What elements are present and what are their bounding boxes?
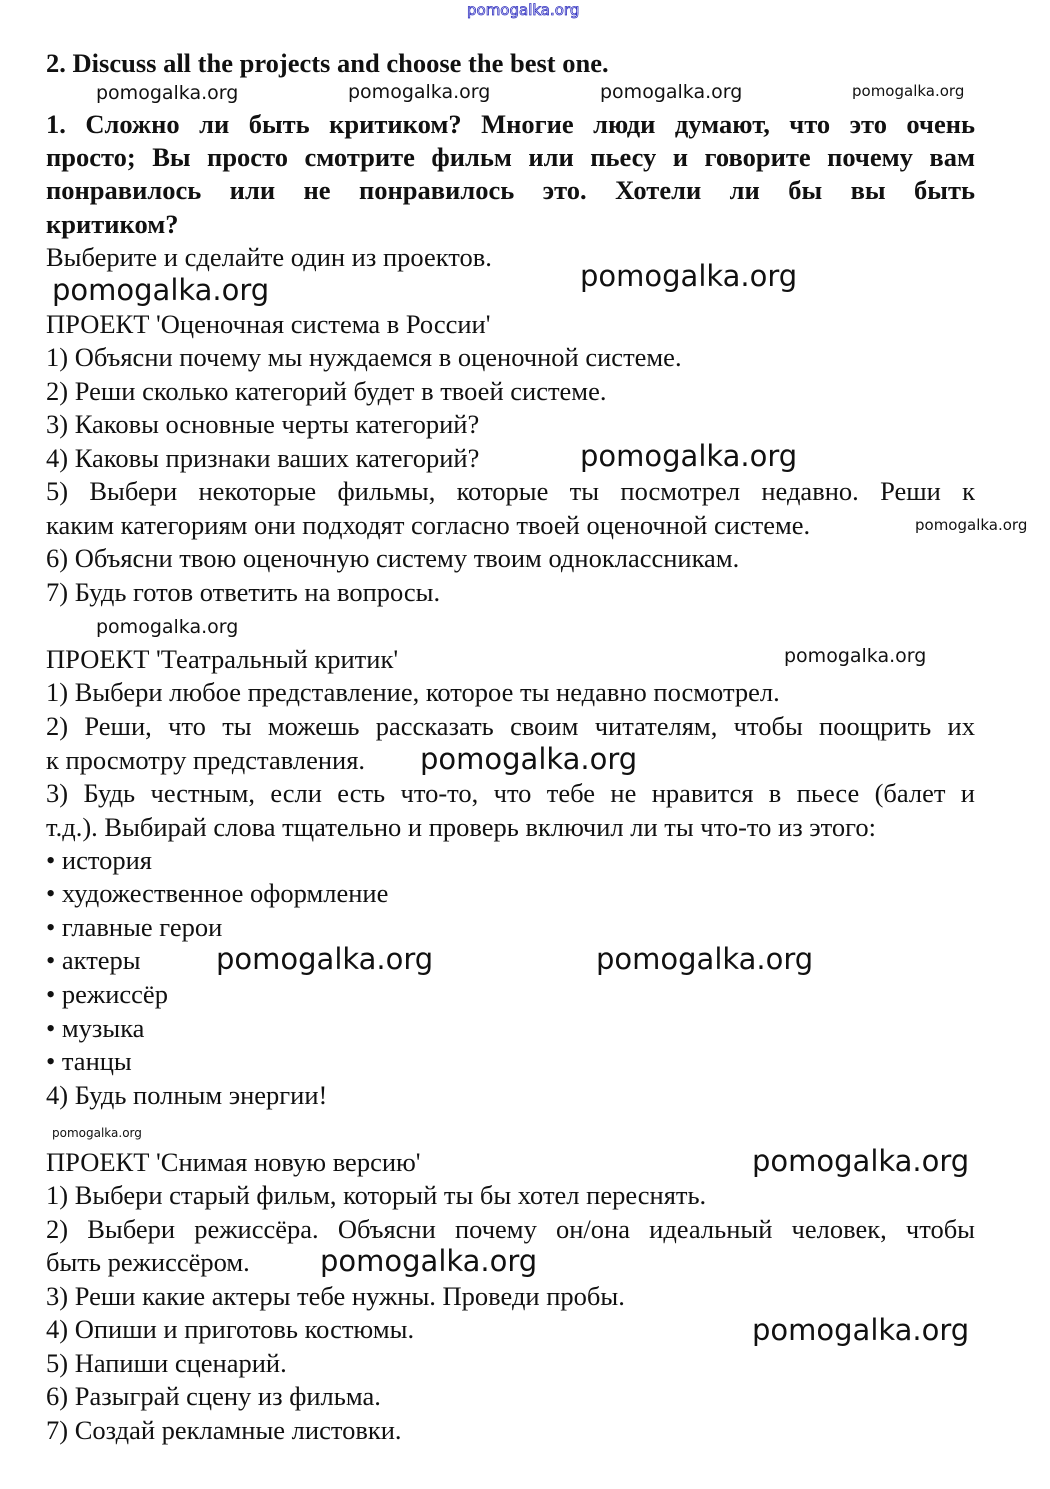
bullet-item: • актеры bbox=[46, 945, 141, 975]
watermark: pomogalka.org bbox=[52, 1126, 142, 1140]
project3-line: 6) Разыграй сцену из фильма. bbox=[46, 1381, 381, 1411]
project3-line: 7) Создай рекламные листовки. bbox=[46, 1415, 402, 1445]
watermark: pomogalka.org bbox=[580, 439, 798, 473]
project1-line: 2) Реши сколько категорий будет в твоей системе. bbox=[46, 376, 607, 406]
project3-line: 2) Выбери режиссёра. Объясни почему он/она идеальный человек, чтобы bbox=[46, 1214, 975, 1244]
watermark: pomogalka.org bbox=[320, 1244, 538, 1278]
bullet-item: • история bbox=[46, 845, 152, 875]
bullet-item: • музыка bbox=[46, 1013, 145, 1043]
project1-line: 3) Каковы основные черты категорий? bbox=[46, 409, 480, 439]
watermark: pomogalka.org bbox=[96, 616, 239, 638]
project3-title: ПРОЕКТ 'Снимая новую версию' bbox=[46, 1147, 421, 1177]
project3-line: 3) Реши какие актеры тебе нужны. Проведи пробы. bbox=[46, 1281, 625, 1311]
watermark: pomogalka.org bbox=[752, 1144, 970, 1178]
watermark: pomogalka.org bbox=[420, 742, 638, 776]
project1-line: каким категориям они подходят согласно твоей оценочной системе. bbox=[46, 510, 811, 540]
intro-line: критиком? bbox=[46, 209, 179, 239]
project3-line: быть режиссёром. bbox=[46, 1247, 250, 1277]
intro-line: просто; Вы просто смотрите фильм или пьесу и говорите почему вам bbox=[46, 142, 975, 172]
project1-line: 7) Будь готов ответить на вопросы. bbox=[46, 577, 441, 607]
project2-line: 1) Выбери любое представление, которое ты недавно посмотрел. bbox=[46, 677, 780, 707]
watermark: pomogalka.org bbox=[52, 273, 270, 307]
watermark: pomogalka.org bbox=[600, 81, 743, 103]
project3-line: 5) Напиши сценарий. bbox=[46, 1348, 287, 1378]
choose-text: Выберите и сделайте один из проектов. bbox=[46, 242, 492, 272]
watermark: pomogalka.org bbox=[852, 82, 965, 100]
watermark: pomogalka.org bbox=[596, 942, 814, 976]
project2-line: 4) Будь полным энергии! bbox=[46, 1080, 328, 1110]
project2-line: к просмотру представления. bbox=[46, 745, 366, 775]
project2-line: т.д.). Выбирай слова тщательно и проверь включил ли ты что-то из этого: bbox=[46, 812, 876, 842]
watermark: pomogalka.org bbox=[96, 82, 239, 104]
intro-line: 1. Сложно ли быть критиком? Многие люди думают, что это очень bbox=[46, 109, 975, 139]
project1-line: 4) Каковы признаки ваших категорий? bbox=[46, 443, 480, 473]
project1-line: 5) Выбери некоторые фильмы, которые ты посмотрел недавно. Реши к bbox=[46, 476, 975, 506]
watermark: pomogalka.org bbox=[216, 942, 434, 976]
watermark: pomogalka.org bbox=[915, 516, 1028, 534]
intro-line: понравилось или не понравилось это. Хотели ли бы вы быть bbox=[46, 175, 975, 205]
watermark: pomogalka.org bbox=[348, 81, 491, 103]
project1-line: 6) Объясни твою оценочную систему твоим одноклассникам. bbox=[46, 543, 740, 573]
project2-line: 2) Реши, что ты можешь рассказать своим читателям, чтобы поощрить их bbox=[46, 711, 975, 741]
bullet-item: • главные герои bbox=[46, 912, 223, 942]
project3-line: 1) Выбери старый фильм, который ты бы хотел переснять. bbox=[46, 1180, 707, 1210]
bullet-item: • танцы bbox=[46, 1046, 132, 1076]
project2-title: ПРОЕКТ 'Театральный критик' bbox=[46, 644, 399, 674]
site-link[interactable]: pomogalka.org bbox=[467, 1, 580, 19]
heading: 2. Discuss all the projects and choose the best one. bbox=[46, 48, 609, 78]
project2-line: 3) Будь честным, если есть что-то, что тебе не нравится в пьесе (балет и bbox=[46, 778, 975, 808]
bullet-item: • режиссёр bbox=[46, 979, 168, 1009]
watermark: pomogalka.org bbox=[784, 645, 927, 667]
watermark: pomogalka.org bbox=[752, 1313, 970, 1347]
project1-title: ПРОЕКТ 'Оценочная система в России' bbox=[46, 309, 491, 339]
watermark: pomogalka.org bbox=[580, 259, 798, 293]
bullet-item: • художественное оформление bbox=[46, 878, 389, 908]
project3-line: 4) Опиши и приготовь костюмы. bbox=[46, 1314, 415, 1344]
project1-line: 1) Объясни почему мы нуждаемся в оценочной системе. bbox=[46, 342, 682, 372]
